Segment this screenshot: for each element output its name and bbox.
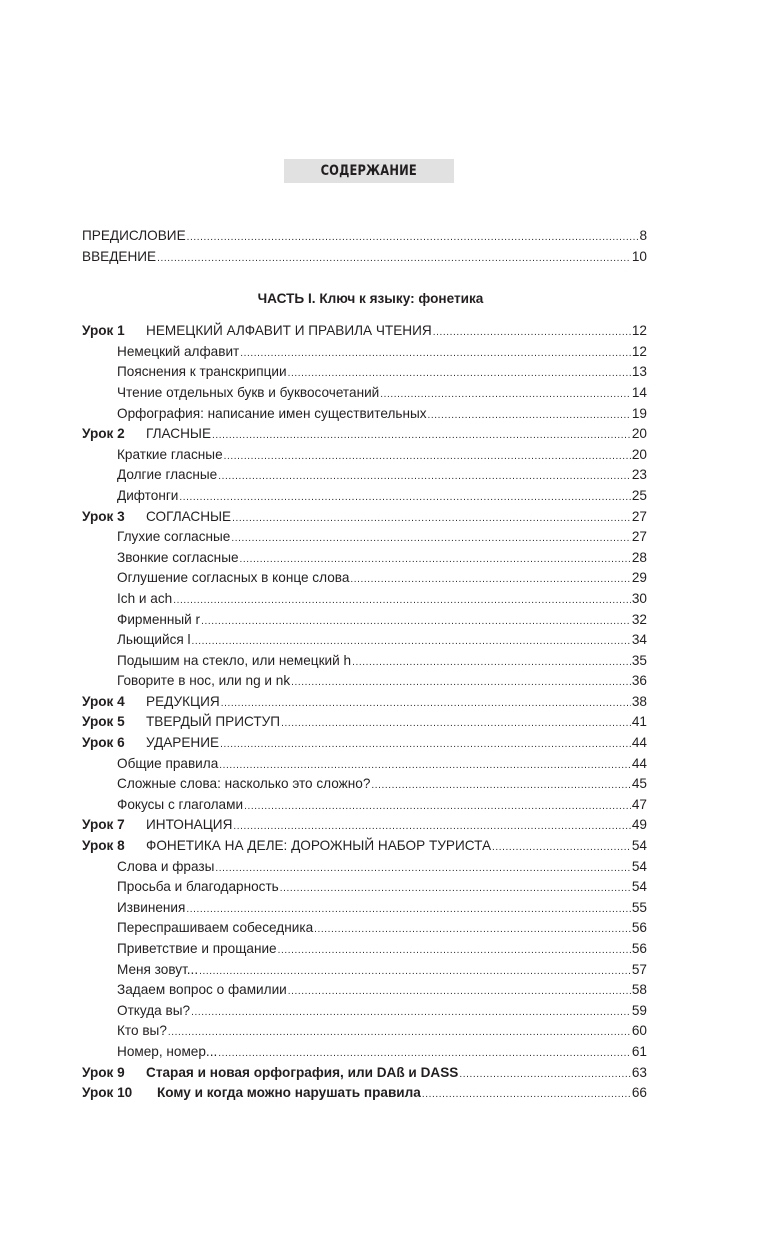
dot-leader bbox=[380, 385, 631, 406]
part-title: ЧАСТЬ I. Ключ к языку: фонетика bbox=[257, 291, 484, 307]
subsection-entry[interactable] bbox=[82, 1021, 647, 1042]
entry-label bbox=[117, 404, 427, 425]
page-number: 19 bbox=[631, 405, 647, 421]
page-number: 13 bbox=[631, 364, 647, 380]
page-number: 27 bbox=[631, 529, 647, 545]
entry-label bbox=[82, 321, 432, 342]
dot-leader bbox=[350, 570, 630, 591]
page-number: 57 bbox=[631, 961, 647, 977]
page-number: 44 bbox=[631, 755, 647, 771]
entry-label bbox=[82, 1083, 421, 1104]
lesson-number: Урок 8 bbox=[82, 838, 125, 854]
subsection-entry[interactable] bbox=[82, 774, 647, 795]
subsection-title: Пояснения к транскрипции bbox=[117, 364, 287, 380]
lesson-number: Урок 5 bbox=[82, 714, 125, 730]
page-number: 45 bbox=[631, 776, 647, 792]
dot-leader bbox=[278, 941, 631, 962]
page-number: 25 bbox=[631, 487, 647, 503]
page-number: 29 bbox=[631, 570, 647, 586]
dot-leader bbox=[352, 653, 631, 674]
lesson-entry[interactable] bbox=[82, 692, 647, 713]
dot-leader bbox=[224, 447, 631, 468]
subsection-entry[interactable] bbox=[82, 486, 647, 507]
entry-label bbox=[117, 918, 313, 939]
dot-leader bbox=[291, 673, 631, 694]
subsection-entry[interactable] bbox=[82, 1001, 647, 1022]
page-number: 35 bbox=[631, 652, 647, 668]
entry-label bbox=[117, 465, 217, 486]
dot-leader bbox=[231, 529, 631, 550]
subsection-entry[interactable] bbox=[82, 404, 647, 425]
entry-label bbox=[117, 671, 290, 692]
lesson-title: ФОНЕТИКА НА ДЕЛЕ: ДОРОЖНЫЙ НАБОР ТУРИСТА bbox=[146, 838, 492, 854]
subsection-entry[interactable] bbox=[82, 795, 647, 816]
subsection-entry[interactable] bbox=[82, 898, 647, 919]
page-number: 54 bbox=[631, 879, 647, 895]
entry-label bbox=[117, 857, 214, 878]
subsection-title: Краткие гласные bbox=[117, 446, 223, 462]
page-number: 20 bbox=[631, 426, 647, 442]
subsection-title: Переспрашиваем собеседника bbox=[117, 920, 314, 936]
entry-label bbox=[117, 342, 239, 363]
subsection-entry[interactable] bbox=[82, 383, 647, 404]
entry-label bbox=[82, 712, 280, 733]
page-number: 66 bbox=[631, 1085, 647, 1101]
subsection-entry[interactable] bbox=[82, 857, 647, 878]
entry-label bbox=[117, 610, 200, 631]
subsection-title: Льющийся l bbox=[117, 632, 191, 648]
subsection-entry[interactable] bbox=[82, 1042, 647, 1063]
subsection-title: Просьба и благодарность bbox=[117, 879, 279, 895]
dot-leader bbox=[168, 1023, 631, 1044]
dot-leader bbox=[186, 900, 631, 921]
lesson-title: СОГЛАСНЫЕ bbox=[146, 508, 232, 524]
subsection-entry[interactable] bbox=[82, 630, 647, 651]
lesson-number: Урок 9 bbox=[82, 1064, 125, 1080]
dot-leader bbox=[218, 1044, 631, 1065]
subsection-entry[interactable] bbox=[82, 877, 647, 898]
dot-leader bbox=[212, 426, 631, 447]
page-number: 56 bbox=[631, 941, 647, 956]
entry-label bbox=[117, 548, 239, 569]
page-number: 28 bbox=[631, 549, 647, 565]
lesson-title: Старая и новая орфография, или DAß и DASS bbox=[146, 1064, 459, 1080]
subsection-title: Кто вы? bbox=[117, 1023, 167, 1039]
subsection-entry[interactable] bbox=[82, 465, 647, 486]
subsection-title: Номер, номер... bbox=[117, 1043, 218, 1059]
subsection-title: Подышим на стекло, или немецкий h bbox=[117, 652, 352, 668]
dot-leader bbox=[288, 364, 631, 385]
dot-leader bbox=[314, 920, 631, 941]
dot-leader bbox=[157, 249, 631, 270]
subsection-title: Фирменный r bbox=[117, 611, 201, 627]
page-number: 36 bbox=[631, 673, 647, 689]
subsection-title: Чтение отдельных букв и буквосочетаний bbox=[117, 384, 380, 400]
subsection-entry[interactable] bbox=[82, 918, 647, 939]
entry-label bbox=[117, 877, 279, 898]
dot-leader bbox=[201, 612, 631, 633]
entry-label bbox=[117, 754, 218, 775]
entry-label bbox=[117, 568, 349, 589]
lesson-number: Урок 1 bbox=[82, 323, 125, 339]
dot-leader bbox=[173, 591, 631, 612]
subsection-entry[interactable] bbox=[82, 651, 647, 672]
subsection-title: Извинения bbox=[117, 899, 186, 915]
entry-label bbox=[82, 247, 156, 268]
entry-label bbox=[117, 1042, 217, 1063]
page-number: 61 bbox=[631, 1043, 647, 1059]
entry-title: ПРЕДИСЛОВИЕ bbox=[82, 228, 186, 243]
page-number: 54 bbox=[631, 858, 647, 874]
entry-label bbox=[82, 424, 211, 445]
entry-label bbox=[117, 589, 172, 610]
subsection-entry[interactable] bbox=[82, 980, 647, 1001]
subsection-title: Глухие согласные bbox=[117, 529, 231, 545]
subsection-title: Приветствие и прощание bbox=[117, 941, 277, 956]
page-number: 60 bbox=[631, 1023, 647, 1039]
dot-leader bbox=[221, 694, 631, 715]
lessons-list bbox=[82, 321, 647, 1104]
subsection-title: Долгие гласные bbox=[117, 467, 218, 483]
entry-label bbox=[117, 651, 351, 672]
dot-leader bbox=[422, 1085, 631, 1106]
subsection-title: Меня зовут... bbox=[117, 961, 199, 977]
entry-label bbox=[117, 898, 185, 919]
dot-leader bbox=[371, 776, 630, 797]
lesson-number: Урок 7 bbox=[82, 817, 125, 833]
dot-leader bbox=[187, 228, 639, 249]
front-matter-entry[interactable] bbox=[82, 226, 647, 247]
front-matter-entry[interactable] bbox=[82, 247, 647, 268]
page-number: 54 bbox=[631, 838, 647, 854]
lesson-title: ТВЕРДЫЙ ПРИСТУП bbox=[146, 714, 281, 730]
entry-label bbox=[117, 527, 230, 548]
dot-leader bbox=[492, 838, 631, 859]
page-number: 44 bbox=[631, 735, 647, 751]
subsection-entry[interactable] bbox=[82, 445, 647, 466]
page-number: 49 bbox=[631, 817, 647, 833]
subsection-entry[interactable] bbox=[82, 610, 647, 631]
entry-label bbox=[82, 226, 186, 247]
entry-label bbox=[117, 795, 243, 816]
entry-label bbox=[117, 960, 198, 981]
subsection-title: Слова и фразы bbox=[117, 858, 215, 874]
entry-label bbox=[82, 836, 491, 857]
subsection-title: Фокусы с глаголами bbox=[117, 796, 244, 812]
front-matter bbox=[82, 226, 647, 267]
subsection-entry[interactable] bbox=[82, 362, 647, 383]
entry-label bbox=[117, 445, 223, 466]
page-number: 56 bbox=[631, 920, 647, 936]
subsection-title: Говорите в нос, или ng и nk bbox=[117, 673, 291, 689]
subsection-title: Задаем вопрос о фамилии bbox=[117, 982, 287, 998]
entry-label bbox=[82, 507, 231, 528]
lesson-entry[interactable] bbox=[82, 1083, 647, 1104]
subsection-title: Дифтонги bbox=[117, 487, 179, 503]
lesson-title: ИНТОНАЦИЯ bbox=[146, 817, 233, 833]
lesson-entry[interactable] bbox=[82, 836, 647, 857]
page-number: 32 bbox=[631, 611, 647, 627]
entry-label bbox=[82, 733, 219, 754]
page-number: 14 bbox=[631, 384, 647, 400]
page-number: 12 bbox=[631, 323, 647, 339]
lesson-number: Урок 4 bbox=[82, 693, 125, 709]
page-number: 41 bbox=[631, 714, 647, 730]
lesson-entry[interactable] bbox=[82, 815, 647, 836]
entry-label bbox=[117, 980, 287, 1001]
contents-heading-text: СОДЕРЖАНИЕ bbox=[320, 163, 418, 179]
dot-leader bbox=[220, 735, 631, 756]
subsection-title: Ich и ach bbox=[117, 590, 173, 606]
dot-leader bbox=[215, 859, 630, 880]
entry-title: ВВЕДЕНИЕ bbox=[82, 248, 157, 264]
subsection-title: Сложные слова: насколько это сложно? bbox=[117, 776, 371, 792]
dot-leader bbox=[240, 550, 631, 571]
dot-leader bbox=[232, 509, 631, 530]
page-number: 20 bbox=[631, 446, 647, 462]
entry-label bbox=[117, 939, 277, 960]
entry-label bbox=[117, 486, 178, 507]
subsection-title: Немецкий алфавит bbox=[117, 343, 240, 359]
dot-leader bbox=[281, 714, 631, 735]
subsection-title: Звонкие согласные bbox=[117, 549, 239, 565]
entry-label bbox=[82, 815, 232, 836]
dot-leader bbox=[428, 406, 631, 427]
subsection-entry[interactable] bbox=[82, 527, 647, 548]
dot-leader bbox=[191, 1003, 631, 1024]
dot-leader bbox=[244, 797, 631, 818]
lesson-number: Урок 10 bbox=[82, 1085, 133, 1101]
subsection-title: Откуда вы? bbox=[117, 1002, 191, 1018]
lesson-title: НЕМЕЦКИЙ АЛФАВИТ И ПРАВИЛА ЧТЕНИЯ bbox=[146, 323, 432, 339]
subsection-entry[interactable] bbox=[82, 568, 647, 589]
lesson-entry[interactable] bbox=[82, 712, 647, 733]
subsection-entry[interactable] bbox=[82, 342, 647, 363]
subsection-entry[interactable] bbox=[82, 939, 647, 960]
dot-leader bbox=[288, 982, 631, 1003]
entry-label bbox=[82, 692, 220, 713]
page-number: 63 bbox=[631, 1064, 647, 1080]
page-number: 38 bbox=[631, 693, 647, 709]
page-number: 27 bbox=[631, 508, 647, 524]
page-number: 58 bbox=[631, 982, 647, 998]
lesson-title: ГЛАСНЫЕ bbox=[146, 426, 212, 442]
page-number: 10 bbox=[631, 248, 647, 264]
page-number: 47 bbox=[631, 796, 647, 812]
subsection-title: Оглушение согласных в конце слова bbox=[117, 570, 350, 586]
lesson-title: Кому и когда можно нарушать правила bbox=[157, 1085, 421, 1101]
subsection-entry[interactable] bbox=[82, 754, 647, 775]
dot-leader bbox=[433, 323, 631, 344]
page-number: 55 bbox=[631, 899, 647, 915]
subsection-title: Орфография: написание имен существительных bbox=[117, 405, 427, 421]
lesson-number: Урок 3 bbox=[82, 508, 125, 524]
dot-leader bbox=[179, 488, 630, 509]
entry-label bbox=[117, 1021, 167, 1042]
entry-label bbox=[82, 1063, 458, 1084]
dot-leader bbox=[219, 756, 631, 777]
entry-label bbox=[117, 630, 191, 651]
subsection-entry[interactable] bbox=[82, 589, 647, 610]
page-number: 34 bbox=[631, 632, 647, 648]
lesson-entry[interactable] bbox=[82, 1063, 647, 1084]
entry-label bbox=[117, 1001, 190, 1022]
entry-label bbox=[117, 774, 370, 795]
dot-leader bbox=[240, 344, 631, 365]
lesson-number: Урок 6 bbox=[82, 735, 125, 751]
page-number: 12 bbox=[631, 343, 647, 359]
subsection-title: Общие правила bbox=[117, 755, 219, 771]
lesson-title: РЕДУКЦИЯ bbox=[146, 693, 220, 709]
dot-leader bbox=[218, 467, 631, 488]
dot-leader bbox=[192, 632, 631, 653]
table-of-contents bbox=[82, 226, 647, 1104]
page-number: 30 bbox=[631, 590, 647, 606]
lesson-entry[interactable] bbox=[82, 321, 647, 342]
lesson-number: Урок 2 bbox=[82, 426, 125, 442]
entry-label bbox=[117, 362, 287, 383]
lesson-entry[interactable] bbox=[82, 507, 647, 528]
subsection-entry[interactable] bbox=[82, 671, 647, 692]
page-number: 8 bbox=[639, 228, 647, 243]
dot-leader bbox=[233, 817, 630, 838]
page-number: 59 bbox=[631, 1002, 647, 1018]
page-number: 23 bbox=[631, 467, 647, 483]
lesson-entry[interactable] bbox=[82, 733, 647, 754]
dot-leader bbox=[199, 962, 631, 983]
subsection-entry[interactable] bbox=[82, 548, 647, 569]
dot-leader bbox=[459, 1065, 631, 1086]
contents-heading bbox=[284, 159, 454, 183]
lesson-entry[interactable] bbox=[82, 424, 647, 445]
entry-label bbox=[117, 383, 379, 404]
dot-leader bbox=[280, 879, 631, 900]
lesson-title: УДАРЕНИЕ bbox=[146, 735, 220, 751]
subsection-entry[interactable] bbox=[82, 960, 647, 981]
